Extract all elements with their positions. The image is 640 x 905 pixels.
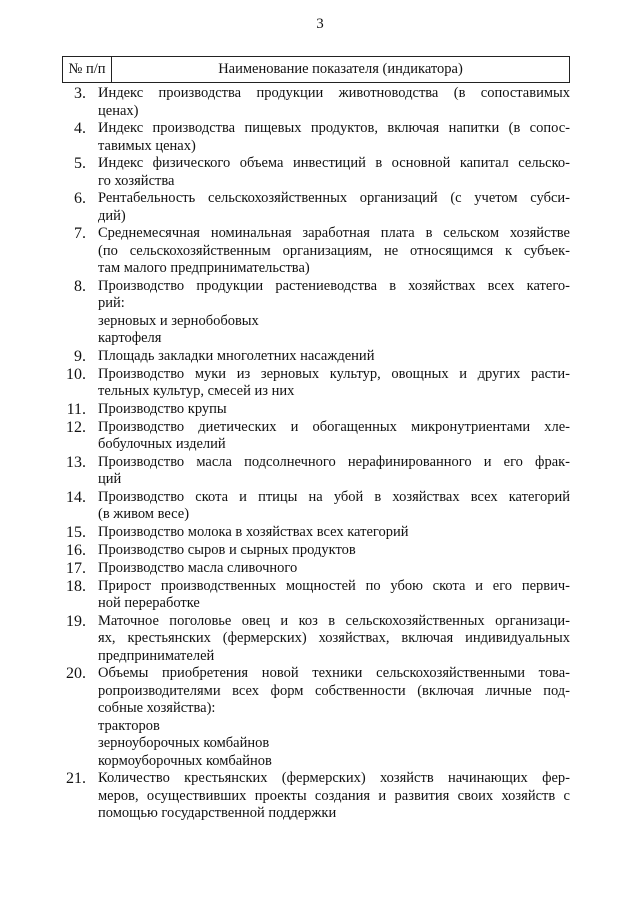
item-number: 18.: [66, 577, 86, 595]
list-item: [62, 120, 570, 155]
item-text-line: Производство муки из зерновых культур, овощных и других расти-: [98, 365, 570, 382]
item-number: 21.: [66, 770, 86, 787]
item-text-line: рий:: [98, 295, 125, 311]
list-item: [62, 560, 570, 578]
item-text-line: Количество крестьянских (фермерских) хозяйств начинающих фер-: [98, 770, 570, 786]
list-item: [62, 401, 570, 419]
item-text-line: бобулочных изделий: [98, 436, 226, 452]
item-text-line: предпринимателей: [98, 647, 215, 664]
list-item: [62, 770, 570, 823]
item-text-line: ропроизводителями всех форм собственности (включая личные под-: [98, 682, 570, 699]
item-text-line: Производство скота и птицы на убой в хозяйствах всех категорий: [98, 488, 570, 505]
item-number: 17.: [66, 559, 86, 577]
item-text-line: собные хозяйства):: [98, 700, 216, 716]
list-item: [62, 454, 570, 489]
item-text: [98, 560, 570, 578]
item-text-line: там малого предпринимательства): [98, 260, 310, 276]
item-number: 15.: [66, 523, 86, 541]
list-item: [62, 85, 570, 120]
list-item: [62, 278, 570, 348]
item-text: [98, 419, 570, 454]
item-text-line: Производство крупы: [98, 400, 227, 417]
item-number: 8.: [74, 277, 86, 295]
item-text-line: Производство продукции растениеводства в хозяйствах всех катего-: [98, 277, 570, 294]
item-number: 10.: [66, 365, 86, 383]
item-text-line: Индекс производства продукции животноводства (в сопоставимых: [98, 85, 570, 101]
item-text: [98, 578, 570, 613]
item-text: [98, 278, 570, 348]
item-text: [98, 366, 570, 401]
item-number: 3.: [74, 85, 86, 102]
item-text-line: дий): [98, 207, 126, 224]
item-text-line: го хозяйства: [98, 172, 175, 189]
list-item: [62, 578, 570, 613]
item-text: [98, 454, 570, 489]
list-item: [62, 613, 570, 666]
table-header: [62, 56, 570, 83]
item-text-line: ценах): [98, 102, 139, 119]
item-text: [98, 489, 570, 524]
item-text-line: Производство молока в хозяйствах всех категорий: [98, 523, 409, 540]
item-text-line: Прирост производственных мощностей по убою скота и его первич-: [98, 577, 570, 594]
item-text-line: зерноуборочных комбайнов: [98, 735, 270, 751]
item-text: [98, 120, 570, 155]
header-num-cell: № п/п: [63, 57, 112, 82]
item-text-line: кормоуборочных комбайнов: [98, 752, 272, 769]
item-text-line: тавимых ценах): [98, 137, 196, 154]
item-number: 19.: [66, 612, 86, 630]
item-text-line: (по сельскохозяйственным организациям, не относящимся к субъек-: [98, 242, 570, 259]
item-text: [98, 155, 570, 190]
item-text-line: ной переработке: [98, 595, 200, 611]
item-text: [98, 770, 570, 823]
list-item: [62, 665, 570, 770]
item-text-line: Среднемесячная номинальная заработная плата в сельском хозяйстве: [98, 225, 570, 241]
item-number: 12.: [66, 418, 86, 436]
list-item: [62, 225, 570, 278]
item-text-line: картофеля: [98, 330, 162, 346]
item-text: [98, 613, 570, 666]
list-item: [62, 542, 570, 560]
item-text-line: Производство масла подсолнечного нерафинированного и его фрак-: [98, 453, 570, 470]
item-number: 6.: [74, 190, 86, 207]
list-item: [62, 489, 570, 524]
item-text-line: Площадь закладки многолетних насаждений: [98, 347, 375, 364]
indicator-list: [62, 85, 570, 823]
item-text-line: Рентабельность сельскохозяйственных организаций (с учетом субси-: [98, 190, 570, 206]
item-text-line: Производство масла сливочного: [98, 559, 298, 576]
item-text: [98, 225, 570, 278]
list-item: [62, 155, 570, 190]
item-text-line: тракторов: [98, 717, 160, 734]
item-number: 14.: [66, 488, 86, 506]
item-text-line: меров, осуществивших проекты создания и развития своих хозяйств с: [98, 787, 570, 804]
item-number: 9.: [74, 347, 86, 365]
item-number: 13.: [66, 453, 86, 471]
item-text-line: ях, крестьянских (фермерских) хозяйствах, включая индивидуальных: [98, 630, 570, 646]
item-number: 16.: [66, 541, 86, 559]
item-text-line: Индекс производства пищевых продуктов, включая напитки (в сопос-: [98, 120, 570, 136]
list-item: [62, 190, 570, 225]
list-item: [62, 366, 570, 401]
page-number: 3: [316, 16, 324, 32]
item-text: [98, 401, 570, 419]
list-item: [62, 524, 570, 542]
item-text-line: Маточное поголовье овец и коз в сельскохозяйственных организаци-: [98, 612, 570, 629]
item-text-line: ций: [98, 471, 122, 487]
item-text-line: тельных культур, смесей из них: [98, 383, 295, 399]
item-text: [98, 665, 570, 770]
item-text-line: (в живом весе): [98, 506, 190, 522]
item-text-line: Индекс физического объема инвестиций в основной капитал сельско-: [98, 155, 570, 171]
item-number: 4.: [74, 120, 86, 137]
item-text: [98, 85, 570, 120]
item-text-line: зерновых и зернобобовых: [98, 312, 259, 329]
item-text-line: Производство сыров и сырных продуктов: [98, 541, 356, 558]
item-text: [98, 348, 570, 366]
item-number: 5.: [74, 155, 86, 172]
list-item: [62, 419, 570, 454]
header-name-cell: Наименование показателя (индикатора): [218, 61, 463, 77]
list-item: [62, 348, 570, 366]
item-text: [98, 190, 570, 225]
item-number: 20.: [66, 665, 86, 682]
item-text-line: Объемы приобретения новой техники сельскохозяйственными това-: [98, 665, 570, 681]
item-number: 7.: [74, 225, 86, 242]
item-text-line: помощью государственной поддержки: [98, 805, 337, 821]
item-text-line: Производство диетических и обогащенных микронутриентами хле-: [98, 418, 570, 435]
item-text: [98, 542, 570, 560]
item-number: 11.: [66, 400, 86, 418]
item-text: [98, 524, 570, 542]
